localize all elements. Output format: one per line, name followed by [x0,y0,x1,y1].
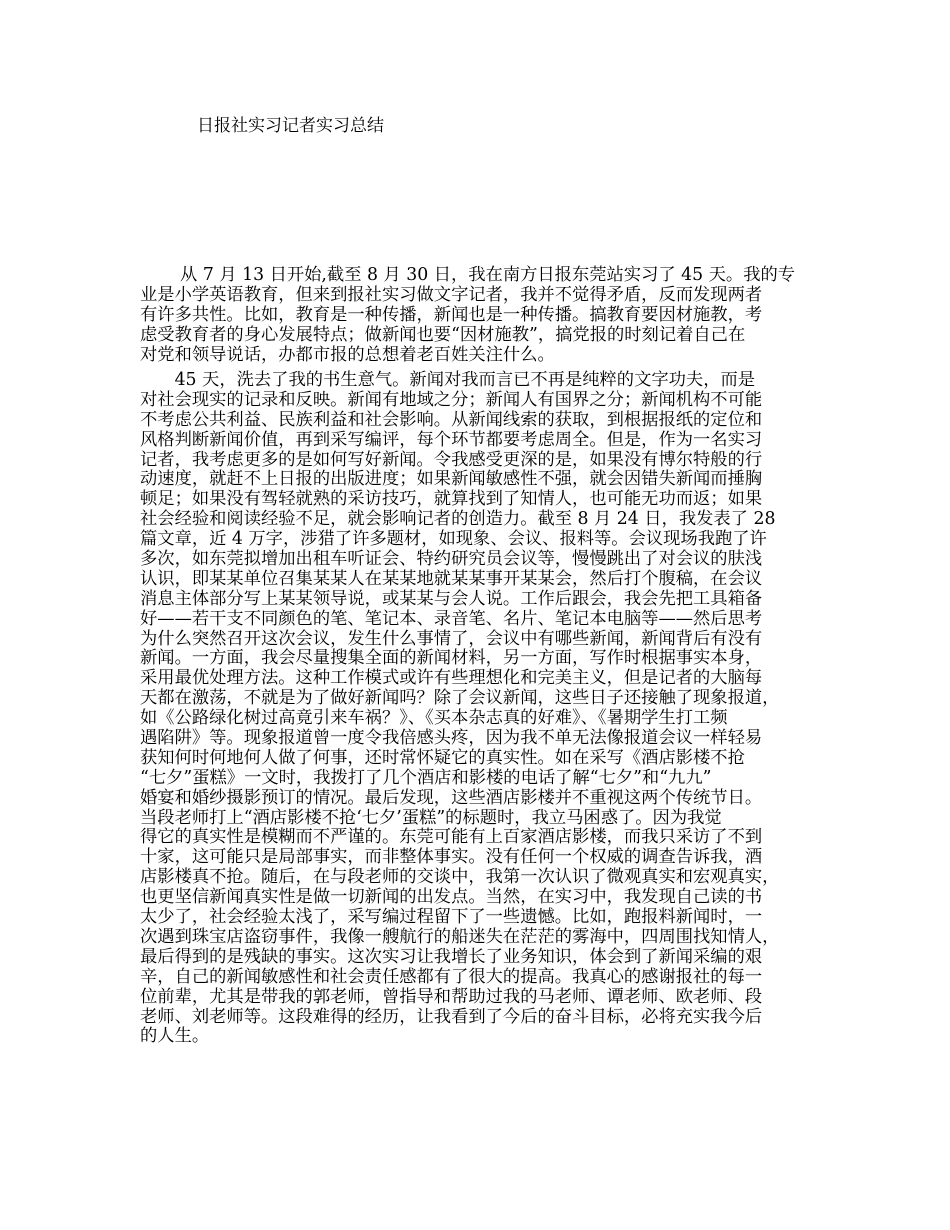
text-line: 业是小学英语教育，但来到报社实习做文字记者，我并不觉得矛盾，反而发现两者 [140,284,763,305]
text-line: 社会经验和阅读经验不足，就会影响记者的创造力。截至 8 月 24 日，我发表了 28 [140,509,776,530]
text-line: 次遇到珠宝店盗窃事件，我像一艘航行的船迷失在茫茫的雾海中，四周围找知情人， [140,926,780,947]
text-line: 多次，如东莞拟增加出租车听证会、特约研究员会议等，慢慢跳出了对会议的肤浅 [140,549,763,570]
text-line: 好——若干支不同颜色的笔、笔记本、录音笔、名片、笔记本电脑等——然后思考 [140,608,763,629]
text-line: 也更坚信新闻真实性是做一切新闻的出发点。当然，在实习中，我发现自己读的书 [140,887,763,908]
text-line: 对党和领导说话，办都市报的总想着老百姓关注什么。 [140,344,555,365]
text-line: 天都在激荡，不就是为了做好新闻吗？除了会议新闻，这些日子还接触了现象报道， [140,688,780,709]
text-line: 不考虑公共利益、民族利益和社会影响。从新闻线索的获取，到根据报纸的定位和 [140,409,763,430]
text-line: 新闻。一方面，我会尽量搜集全面的新闻材料，另一方面，写作时根据事实本身， [140,648,763,669]
text-line: 虑受教育者的身心发展特点；做新闻也要“因材施教”，搞党报的时刻记着自己在 [140,324,746,345]
text-line: 45 天，洗去了我的书生意气。新闻对我而言已不再是纯粹的文字功夫，而是 [140,370,756,390]
text-line: 消息主体部分写上某某领导说，或某某与会人说。工作后跟会，我会先把工具箱备 [140,588,763,609]
text-line: 得它的真实性是模糊而不严谨的。东莞可能有上百家酒店影楼，而我只采访了不到 [140,827,763,848]
text-line: 的人生。 [140,1026,210,1047]
text-line: 采用最优处理方法。这种工作模式或许有些理想化和完美主义，但是记者的大脑每 [140,668,763,689]
text-line: 店影楼真不抢。随后，在与段老师的交谈中，我第一次认识了微观真实和宏观真实， [140,867,780,888]
text-line: 婚宴和婚纱摄影预订的情况。最后发现，这些酒店影楼并不重视这两个传统节日。 [140,787,763,808]
text-line: 如《公路绿化树过高竟引来车祸？》、《买本杂志真的好难》、《暑期学生打工频 [140,708,728,729]
paragraph-intro [140,266,795,365]
text-line [140,1067,779,1087]
text-line: 从 7 月 13 日开始,截至 8 月 30 日，我在南方日报东莞站实习了 45 天。我的专 [140,265,796,285]
text-line: 当段老师打上“酒店影楼不抢‘七夕’蛋糕”的标题时，我立马困惑了。因为我觉 [140,807,722,828]
text-line: 遇陷阱》等。现象报道曾一度令我倍感头疼，因为我不单无法像报道会议一样轻易 [140,728,763,749]
text-line: 老师、刘老师等。这段难得的经历，让我看到了今后的奋斗目标，必将充实我今后 [140,1006,763,1027]
text-line: 对社会现实的记录和反映。新闻有地域之分；新闻人有国界之分；新闻机构不可能 [140,389,763,410]
text-line [140,1047,779,1067]
text-line: 最后得到的是残缺的事实。这次实习让我增长了业务知识，体会到了新闻采编的艰 [140,946,763,967]
text-line: 获知何时何地何人做了何事，还时常怀疑它的真实性。如在采写《酒店影楼不抢 [140,747,745,768]
paragraph-body [140,371,779,1087]
text-line: 位前辈，尤其是带我的郭老师，曾指导和帮助过我的马老师、谭老师、欧老师、段 [140,986,763,1007]
text-line: 认识，即某某单位召集某某人在某某地就某某事开某某会，然后打个腹稿，在会议 [140,568,763,589]
text-line: 太少了，社会经验太浅了，采写编过程留下了一些遗憾。比如，跑报料新闻时，一 [140,907,763,928]
text-line: 篇文章，近 4 万字，涉猎了许多题材，如现象、会议、报料等。会议现场我跑了许 [140,529,767,550]
text-line: 十家，这可能只是局部事实，而非整体事实。没有任何一个权威的调查告诉我，酒 [140,847,763,868]
text-line: 风格判断新闻价值，再到采写编评，每个环节都要考虑周全。但是，作为一名实习 [140,429,763,450]
text-line: 辛，自己的新闻敏感性和社会责任感都有了很大的提高。我真心的感谢报社的每一 [140,966,763,987]
text-line: 记者，我考虑更多的是如何写好新闻。令我感受更深的是，如果没有博尔特般的行 [140,449,763,470]
text-line: 为什么突然召开这次会议，发生什么事情了，会议中有哪些新闻，新闻背后有没有 [140,628,763,649]
document-title: 日报社实习记者实习总结 [197,116,384,136]
text-line: 顿足；如果没有驾轻就熟的采访技巧，就算找到了知情人，也可能无功而返；如果 [140,489,763,510]
text-line: “七夕”蛋糕》一文时，我拨打了几个酒店和影楼的电话了解“七夕”和“九九” [140,767,712,788]
text-line: 动速度，就赶不上日报的出版进度；如果新闻敏感性不强，就会因错失新闻而捶胸 [140,469,763,490]
text-line: 有许多共性。比如，教育是一种传播，新闻也是一种传播。搞教育要因材施教，考 [140,304,763,325]
